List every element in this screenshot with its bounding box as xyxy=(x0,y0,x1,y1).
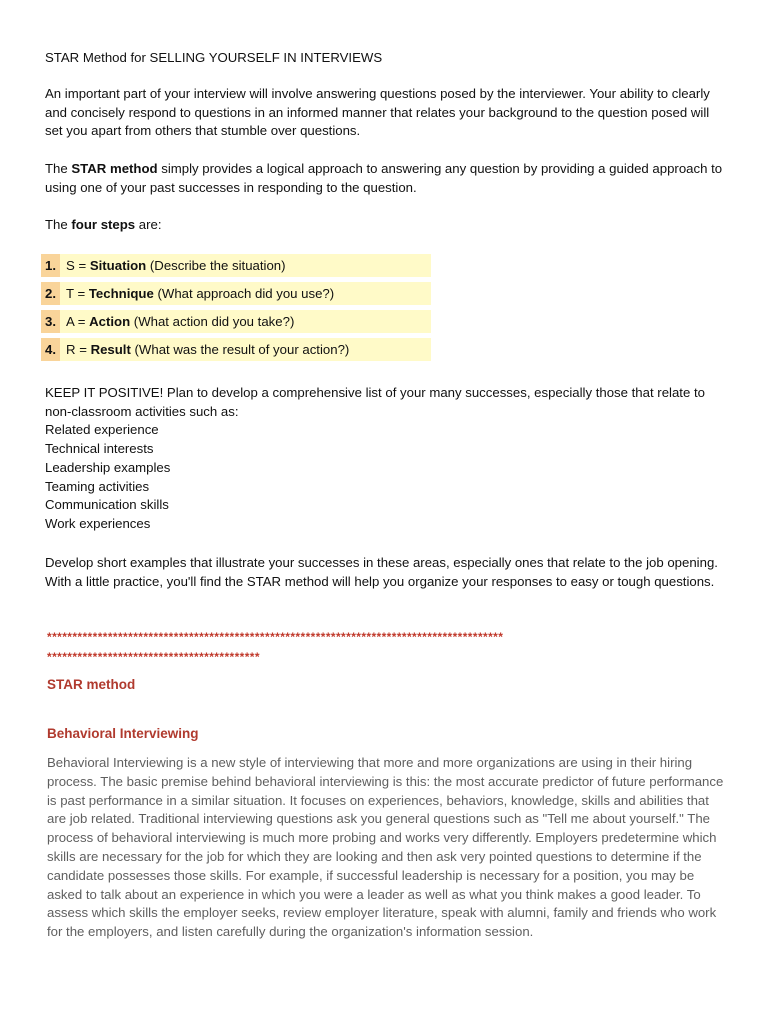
step-letter: S = xyxy=(66,258,90,273)
step-number: 2. xyxy=(41,282,60,305)
step-name: Result xyxy=(90,342,131,357)
keep-positive-paragraph: KEEP IT POSITIVE! Plan to develop a comprehensive list of your many successes, especially those that relate to non-classroom activities such as: xyxy=(45,385,705,419)
step-desc: (What action did you take?) xyxy=(130,314,295,329)
asterisk-line: ****************************************************************************************** xyxy=(47,630,504,644)
four-post-text: are: xyxy=(135,217,162,232)
develop-paragraph: Develop short examples that illustrate your successes in these areas, especially ones that relate to the job opening. With a little practice, you'll find the STAR method will help you organize your responses to easy or tough questions. xyxy=(45,555,718,589)
step-number: 3. xyxy=(41,310,60,333)
step-letter: T = xyxy=(66,286,89,301)
step-name: Situation xyxy=(89,258,147,273)
four-steps-intro xyxy=(45,216,725,235)
activity-item: Communication skills xyxy=(45,497,169,513)
step-text xyxy=(60,282,431,305)
activity-item: Teaming activities xyxy=(45,478,150,494)
step-desc: (What was the result of your action?) xyxy=(130,342,350,357)
behavioral-heading: Behavioral Interviewing xyxy=(47,726,199,741)
step-number: 1. xyxy=(41,254,60,277)
step-desc: (Describe the situation) xyxy=(146,258,286,273)
activity-item: Leadership examples xyxy=(45,459,171,475)
step-letter: A = xyxy=(66,314,90,329)
step-number: 4. xyxy=(41,338,60,361)
star-method-heading: STAR method xyxy=(47,677,136,692)
activity-item: Technical interests xyxy=(45,441,154,457)
step-row xyxy=(41,338,431,361)
behavioral-paragraph: Behavioral Interviewing is a new style of interviewing that more and more organizations are using in their hiring process. The basic premise behind behavioral interviewing is this: the most accurate predictor of future performance is past performance in a similar situation. It focuses on experiences, behaviors, knowledge, skills and abilities that are job related. Traditional interviewing questions ask you general questions such as "Tell me about yourself." The process of behavioral interviewing is much more probing and works very differently. Employers predetermine which skills are necessary for the job for which they are looking and then ask very pointed questions to determine if the candidate possesses those skills. For example, if successful leadership is necessary for a position, you may be asked to talk about an experience in which you were a leader as well as what you think makes a good leader. To assess which skills the employer seeks, review employer literature, speak with alumni, family and friends who work for the employers, and listen carefully during the organization's information session. xyxy=(47,755,724,940)
document-title: STAR Method for SELLING YOURSELF IN INTERVIEWS xyxy=(45,50,383,65)
steps-list xyxy=(41,254,431,366)
step-text xyxy=(60,254,431,277)
intro-paragraph: An important part of your interview will involve answering questions posed by the interviewer. Your ability to clearly and concisely respond to questions in an informed manner that relates your background to the question posed will set you apart from others that stumble over questions. xyxy=(45,86,710,139)
step-text xyxy=(60,310,431,333)
activity-item: Work experiences xyxy=(45,515,151,531)
step-text xyxy=(60,338,431,361)
star-pre-text: The xyxy=(45,161,72,176)
star-post-text: simply provides a logical approach to answering any question by providing a guided approach to using one of your past successes in responding to the question. xyxy=(45,161,723,195)
four-steps-bold: four steps xyxy=(71,217,136,232)
four-pre-text: The xyxy=(45,217,72,232)
step-desc: (What approach did you use?) xyxy=(153,286,335,301)
asterisk-line: ****************************************** xyxy=(47,650,260,664)
step-name: Technique xyxy=(88,286,154,301)
star-method-bold: STAR method xyxy=(71,161,158,176)
activity-item: Related experience xyxy=(45,422,159,438)
star-description-paragraph xyxy=(45,160,725,197)
step-row xyxy=(41,254,431,277)
step-row xyxy=(41,282,431,305)
step-letter: R = xyxy=(66,342,91,357)
step-row xyxy=(41,310,431,333)
step-name: Action xyxy=(89,314,131,329)
asterisk-divider xyxy=(47,627,747,667)
keep-positive-section xyxy=(45,384,725,534)
